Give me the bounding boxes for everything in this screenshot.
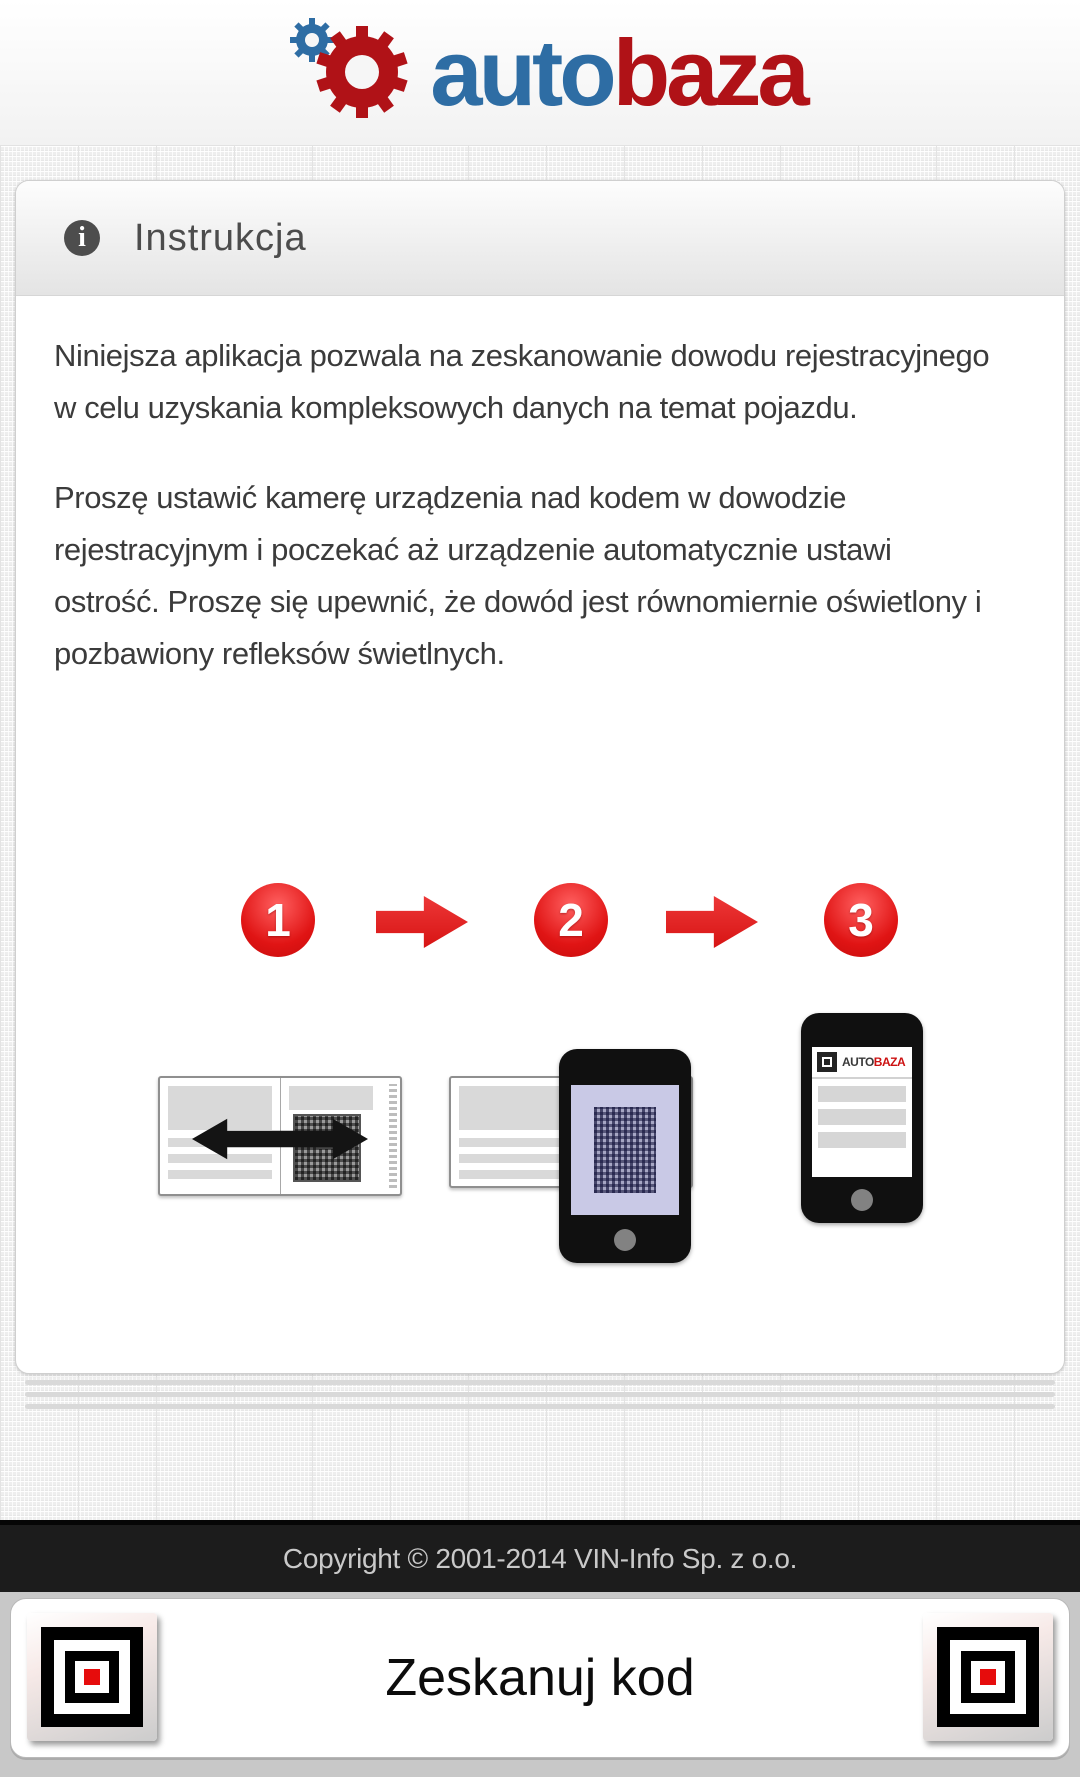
phone-screen bbox=[571, 1085, 679, 1215]
document-illustration-step1 bbox=[158, 1076, 402, 1196]
qr-target-icon[interactable] bbox=[923, 1613, 1053, 1741]
app-header bbox=[0, 0, 1080, 146]
step-number-badge-3: 3 bbox=[824, 883, 898, 957]
autobaza-logo bbox=[274, 14, 805, 131]
phone-app-logo: AUTOBAZA bbox=[842, 1055, 906, 1069]
copyright-text: Copyright © 2001-2014 VIN-Info Sp. z o.o. bbox=[282, 1542, 798, 1574]
qr-mini-icon bbox=[817, 1052, 837, 1072]
copyright-bar bbox=[0, 1520, 1080, 1592]
info-icon: i bbox=[64, 220, 100, 256]
arrow-right-icon bbox=[666, 891, 758, 953]
document-side-text bbox=[389, 1084, 397, 1188]
gear-icon bbox=[274, 6, 434, 131]
instruction-paragraph-2: Proszę ustawić kamerę urządzenia nad kodem w dowodzie rejestracyjnym i poczekać aż urządzenie automatycznie ustawi ostrość. Proszę się upewnić, że dowód jest równomiernie oświetlony i pozbawiony refleksów świetlnych. bbox=[54, 480, 982, 671]
qr-code-on-screen bbox=[594, 1107, 656, 1193]
scan-button-label: Zeskanuj kod bbox=[385, 1649, 695, 1707]
logo-text-auto: auto bbox=[430, 19, 613, 125]
step-number-badge-2: 2 bbox=[534, 883, 608, 957]
bottom-toolbar bbox=[0, 1592, 1080, 1777]
instruction-panel-header bbox=[16, 181, 1064, 296]
panel-stack-line bbox=[25, 1392, 1055, 1397]
panel-title: Instrukcja bbox=[134, 216, 307, 259]
instruction-panel bbox=[15, 180, 1065, 1374]
steps-illustration bbox=[16, 881, 1064, 1281]
phone-app-header bbox=[812, 1047, 912, 1079]
logo-text-baza: baza bbox=[612, 19, 806, 125]
panel-stack-line bbox=[25, 1380, 1055, 1385]
phone-screen bbox=[812, 1047, 912, 1177]
logo-text bbox=[430, 19, 806, 125]
step-number-badge-1: 1 bbox=[241, 883, 315, 957]
home-button bbox=[851, 1189, 873, 1211]
instruction-text bbox=[16, 296, 1064, 680]
phone-illustration-result bbox=[801, 1013, 923, 1223]
qr-target-icon[interactable] bbox=[27, 1613, 157, 1741]
phone-illustration-scanning bbox=[559, 1049, 691, 1263]
instruction-paragraph-1: Niniejsza aplikacja pozwala na zeskanowanie dowodu rejestracyjnego w celu uzyskania kompleksowych danych na temat pojazdu. bbox=[54, 338, 990, 425]
panel-stack-line bbox=[25, 1404, 1055, 1409]
arrow-right-icon bbox=[376, 891, 468, 953]
home-button bbox=[614, 1229, 636, 1251]
scan-code-button[interactable] bbox=[10, 1598, 1070, 1758]
document-page-left bbox=[451, 1078, 572, 1186]
